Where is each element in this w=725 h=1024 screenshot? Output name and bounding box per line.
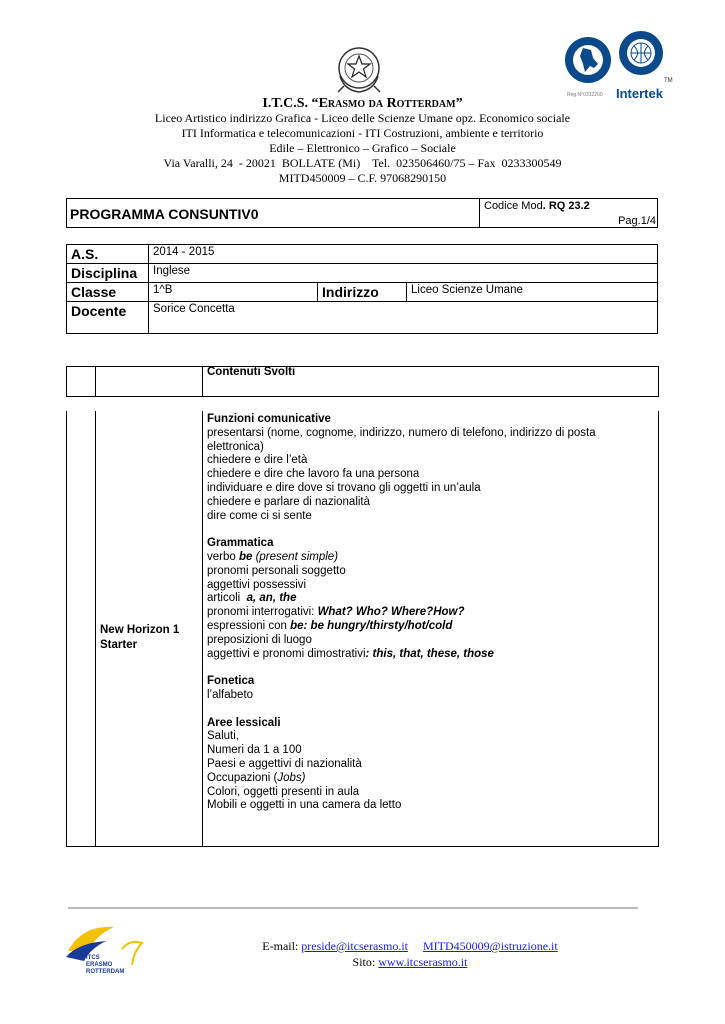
col-divider bbox=[202, 411, 203, 847]
as-label: A.S. bbox=[67, 245, 149, 264]
info-table bbox=[66, 244, 658, 334]
list-item: espressioni con be: be hungry/thirsty/hot/cold bbox=[207, 619, 453, 632]
list-item: articoli a, an, the bbox=[207, 592, 297, 605]
disciplina-label: Disciplina bbox=[67, 264, 149, 283]
section-title: Funzioni comunicative bbox=[207, 413, 331, 425]
docente-label: Docente bbox=[67, 302, 149, 334]
list-item: Colori, oggetti presenti in aula bbox=[207, 785, 360, 798]
footer-site: Sito: www.itcserasmo.it bbox=[352, 955, 468, 969]
list-item: dire come ci si sente bbox=[207, 509, 312, 522]
intertek-label: Intertek bbox=[616, 86, 663, 101]
email-link-istruzione[interactable]: MITD450009@istruzione.it bbox=[422, 939, 558, 953]
list-item: preposizioni di luogo bbox=[207, 633, 312, 646]
section-title: Fonetica bbox=[207, 675, 255, 688]
svg-text:ROTTERDAM: ROTTERDAM bbox=[86, 969, 125, 975]
list-item: pronomi personali soggetto bbox=[207, 564, 346, 577]
indirizzo-value: Liceo Scienze Umane bbox=[407, 283, 658, 302]
list-item: Numeri da 1 a 100 bbox=[207, 744, 302, 757]
list-item: individuare e dire dove si trovano gli oggetti in un’aula bbox=[207, 481, 481, 494]
registration-number: Reg.N°0312260 bbox=[567, 92, 603, 98]
codice-mod: Codice Mod. RQ 23.2 bbox=[484, 200, 590, 212]
programma-title: PROGRAMMA CONSUNTIV0 bbox=[70, 206, 259, 222]
aree-lessicali-section bbox=[207, 717, 647, 814]
classe-label: Classe bbox=[67, 283, 149, 302]
website-link[interactable]: www.itcserasmo.it bbox=[378, 955, 468, 969]
row-bottom-border bbox=[66, 846, 659, 847]
col-border-left bbox=[66, 411, 67, 847]
fonetica-section bbox=[207, 675, 647, 703]
itcs-erasmo-rotterdam-logo bbox=[62, 921, 152, 977]
funzioni-section bbox=[207, 413, 647, 523]
email-link-preside[interactable]: preside@itcserasmo.it bbox=[301, 939, 408, 953]
as-value: 2014 - 2015 bbox=[149, 245, 658, 264]
page-number: Pag.1/4 bbox=[618, 215, 656, 227]
list-item: pronomi interrogativi: What? Who? Where?How? bbox=[207, 606, 465, 619]
accredia-logo bbox=[563, 32, 613, 94]
classe-value: 1^B bbox=[149, 283, 318, 302]
list-item: Saluti, bbox=[207, 730, 239, 743]
docente-value: Sorice Concetta bbox=[149, 302, 658, 334]
contenuti-header-row bbox=[66, 366, 659, 397]
footer-email: E-mail: preside@itcserasmo.it MITD450009@istruzione.it bbox=[262, 939, 558, 953]
footer-divider bbox=[68, 907, 638, 909]
grammatica-section bbox=[207, 537, 647, 661]
list-item: chiedere e parlare di nazionalità bbox=[207, 495, 371, 508]
svg-text:ITCS: ITCS bbox=[86, 955, 100, 961]
contenuti-svolti bbox=[207, 413, 647, 827]
italian-republic-emblem bbox=[334, 42, 384, 96]
list-item: Occupazioni (Jobs) bbox=[207, 771, 306, 784]
contenuti-header: Contenuti Svolti bbox=[207, 366, 296, 378]
school-line-1: Liceo Artistico indirizzo Grafica - Liceo delle Scienze Umane opz. Economico sociale bbox=[154, 111, 571, 125]
programma-divider bbox=[479, 198, 480, 228]
list-item: Paesi e aggettivi di nazionalità bbox=[207, 757, 362, 770]
school-address: Via Varalli, 24 - 20021 BOLLATE (Mi) Tel. 023506460/75 – Fax 0233300549 bbox=[163, 156, 562, 170]
svg-text:ERASMO: ERASMO bbox=[86, 962, 113, 968]
list-item: chiedere e dire l’età bbox=[207, 454, 308, 467]
list-item: chiedere e dire che lavoro fa una persona bbox=[207, 468, 420, 481]
section-title: Aree lessicali bbox=[207, 716, 281, 729]
col-divider bbox=[202, 366, 203, 397]
list-item: presentarsi (nome, cognome, indirizzo, numero di telefono, indirizzo di posta elettronica) bbox=[207, 426, 596, 453]
iso-9001-certification-logo bbox=[618, 30, 664, 76]
list-item: aggettivi possessivi bbox=[207, 578, 307, 591]
list-item: l’alfabeto bbox=[207, 688, 254, 701]
section-title: Grammatica bbox=[207, 537, 274, 550]
list-item: Mobili e oggetti in una camera da letto bbox=[207, 799, 402, 812]
school-title: I.T.C.S. “Erasmo da Rotterdam” bbox=[262, 96, 463, 111]
indirizzo-label: Indirizzo bbox=[318, 283, 407, 302]
col-divider bbox=[95, 366, 96, 397]
col-divider bbox=[95, 411, 96, 847]
school-line-2: ITI Informatica e telecomunicazioni - ITI Costruzioni, ambiente e territorio bbox=[181, 126, 544, 140]
col-border-right bbox=[658, 411, 659, 847]
school-line-3: Edile – Elettronico – Grafico – Sociale bbox=[269, 141, 456, 155]
disciplina-value: Inglese bbox=[149, 264, 658, 283]
textbook-name: New Horizon 1 Starter bbox=[100, 624, 180, 651]
list-item: verbo be (present simple) bbox=[207, 550, 339, 563]
list-item: aggettivi e pronomi dimostrativi: this, that, these, those bbox=[207, 647, 494, 660]
trademark-label: TM bbox=[664, 78, 673, 84]
school-codes: MITD450009 – C.F. 97068290150 bbox=[278, 171, 447, 185]
